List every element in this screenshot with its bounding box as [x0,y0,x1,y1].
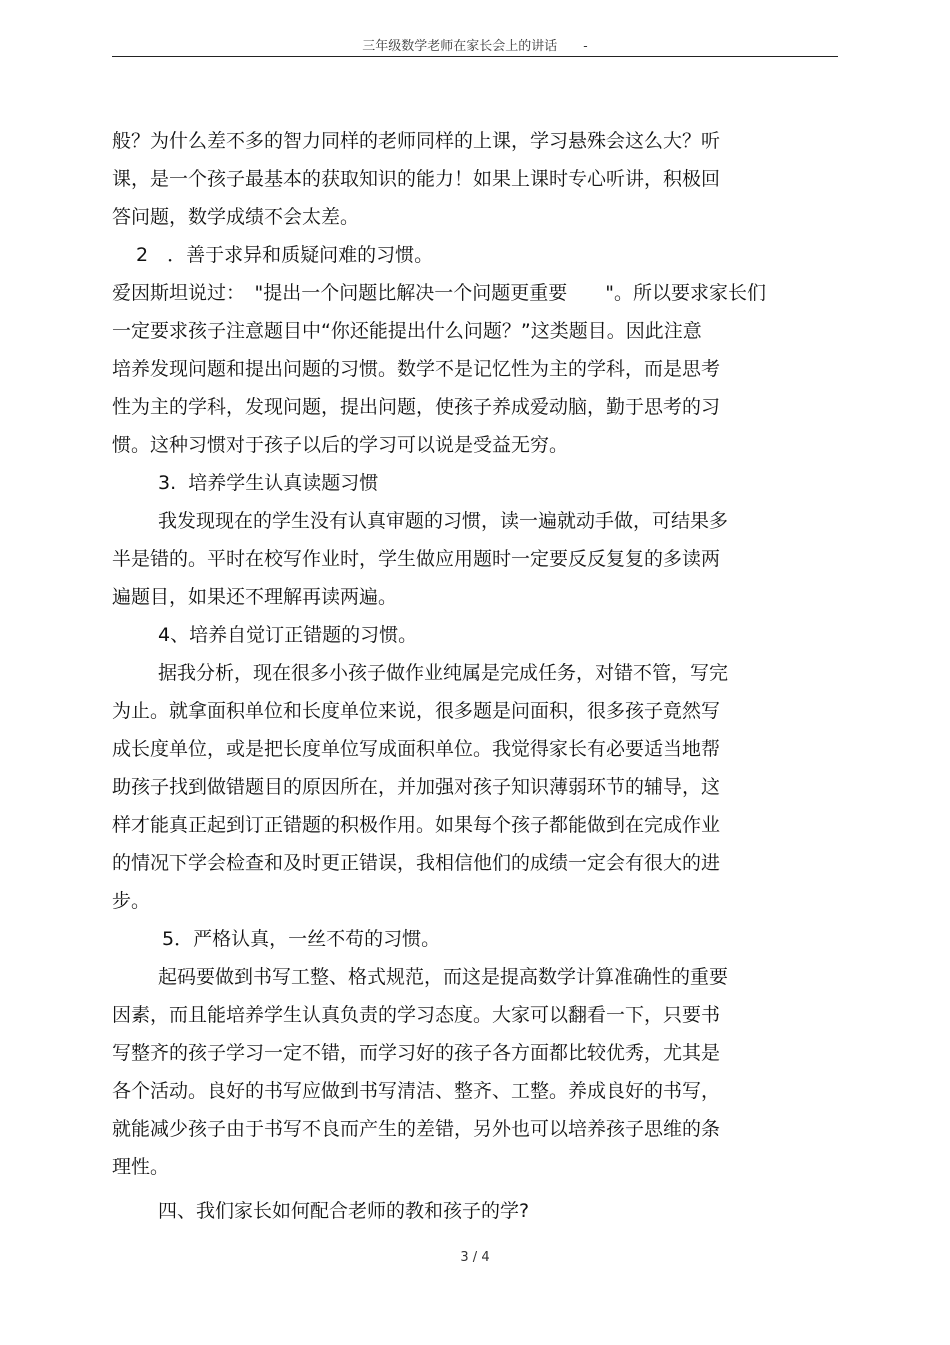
body-line: 我发现现在的学生没有认真审题的习惯，读一遍就动手做，可结果多 [158,510,729,532]
body-line: 成长度单位，或是把长度单位写成面积单位。我觉得家长有必要适当地帮 [112,738,721,760]
section-heading: 5．严格认真，一丝不苟的习惯。 [162,928,441,950]
body-line: 样才能真正起到订正错题的积极作用。如果每个孩子都能做到在完成作业 [112,814,721,836]
body-line: 的情况下学会检查和及时更正错误，我相信他们的成绩一定会有很大的进 [112,852,721,874]
body-line: 惯。这种习惯对于孩子以后的学习可以说是受益无穷。 [112,434,569,456]
body-line: 为止。就拿面积单位和长度单位来说，很多题是问面积，很多孩子竟然写 [112,700,721,722]
body-line: 半是错的。平时在校写作业时，学生做应用题时一定要反反复复的多读两 [112,548,721,570]
section-heading: 3. 培养学生认真读题习惯 [158,472,379,494]
body-line: 就能减少孩子由于书写不良而产生的差错，另外也可以培养孩子思维的条 [112,1118,721,1140]
body-line: 般？为什么差不多的智力同样的老师同样的上课，学习悬殊会这么大？听 [112,130,721,152]
section-heading: 2 ．善于求异和质疑问难的习惯。 [136,244,434,266]
body-line: 课，是一个孩子最基本的获取知识的能力！如果上课时专心听讲，积极回 [112,168,721,190]
body-line: 爱因斯坦说过： "提出一个问题比解决一个问题更重要 "。所以要求家长们 [112,282,766,304]
body-line: 据我分析，现在很多小孩子做作业纯属是完成任务，对错不管，写完 [158,662,729,684]
body-line: 因素，而且能培养学生认真负责的学习态度。大家可以翻看一下，只要书 [112,1004,721,1026]
body-line: 一定要求孩子注意题目中“你还能提出什么问题？”这类题目。因此注意 [112,320,702,342]
section-heading: 四、我们家长如何配合老师的教和孩子的学? [158,1200,530,1222]
body-line: 助孩子找到做错题目的原因所在，并加强对孩子知识薄弱环节的辅导，这 [112,776,721,798]
body-line: 答问题，数学成绩不会太差。 [112,206,360,228]
section-heading: 4、培养自觉订正错题的习惯。 [158,624,418,646]
body-line: 培养发现问题和提出问题的习惯。数学不是记忆性为主的学科，而是思考 [112,358,721,380]
body-line: 各个活动。良好的书写应做到书写清洁、整齐、工整。养成良好的书写， [112,1080,721,1102]
body-line: 起码要做到书写工整、格式规范，而这是提高数学计算准确性的重要 [158,966,729,988]
page-header [112,30,838,57]
body-line: 性为主的学科，发现问题，提出问题，使孩子养成爱动脑，勤于思考的习 [112,396,721,418]
header-title: 三年级数学老师在家长会上的讲话 - [362,39,588,54]
body-line: 遍题目，如果还不理解再读两遍。 [112,586,398,608]
body-line: 写整齐的孩子学习一定不错，而学习好的孩子各方面都比较优秀，尤其是 [112,1042,721,1064]
body-line: 理性。 [112,1156,170,1178]
page-number: 3 / 4 [460,1250,490,1265]
body-line: 步。 [112,890,151,912]
